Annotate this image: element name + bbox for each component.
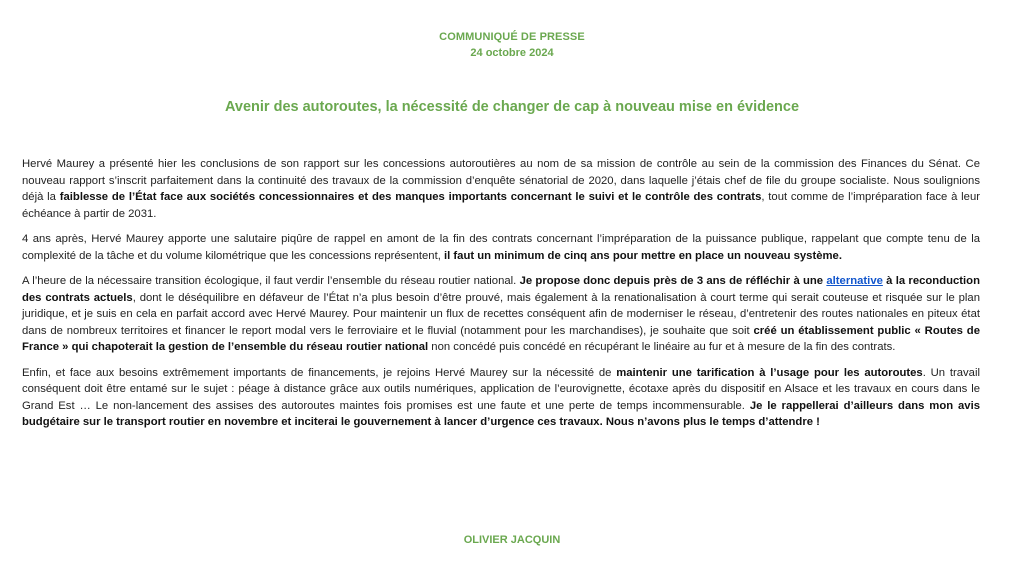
paragraph-3-bold-a: Je propose donc depuis près de 3 ans de réfléchir à une (519, 275, 827, 287)
paragraph-1 (22, 156, 980, 222)
paragraph-3-text-c: non concédé puis concédé en récupérant le linéaire au fur et à mesure de la fin des contrats. (428, 341, 896, 353)
press-release-label: COMMUNIQUÉ DE PRESSE (439, 31, 585, 43)
paragraph-4-bold-a: maintenir une tarification à l’usage pour les autoroutes (616, 366, 923, 379)
paragraph-4-bold-b: Je le rappellerai d’ailleurs dans mon avis budgétaire sur le transport routier en novembre et inciterai le gouvernement à lancer d’urgence ces travaux. Nous n’avons plus le temps d’attendre ! (22, 399, 980, 428)
paragraph-3-bold-b: à la reconduction des contrats actuels (22, 275, 980, 304)
release-date: 24 octobre 2024 (470, 47, 554, 59)
paragraph-3-bold-c: créé un établissement public « Routes de France » qui chapoterait la gestion de l’ensemble du réseau routier national (22, 324, 980, 353)
paragraph-3 (22, 273, 980, 356)
paragraph-1-bold-a: faiblesse de l’État face aux sociétés concessionnaires et des manques importants concernant le suivi et le contrôle des contrats (59, 191, 762, 203)
paragraph-2-text-a: 4 ans après, Hervé Maurey apporte une salutaire piqûre de rappel en amont de la fin des contrats concernant l’impréparation de la puissance publique, rappelant que compte tenu de la complexité de la tâche et du volume kilométrique que les concessions représentent, (22, 233, 980, 262)
paragraph-2 (22, 231, 980, 264)
paragraph-4-text-a: Enfin, et face aux besoins extrêmement importants de financements, je rejoins Hervé Maurey sur la nécessité de (22, 366, 617, 379)
paragraph-3-text-a: A l’heure de la nécessaire transition écologique, il faut verdir l’ensemble du réseau routier national. (22, 275, 520, 287)
press-release-body (22, 156, 980, 440)
paragraph-1-text-b: , tout comme de l’impréparation face à leur échéance à partir de 2031. (22, 191, 981, 220)
paragraph-4-text-b: . Un travail conséquent doit être entamé sur le sujet : péage à distance grâce aux outils numériques, application de l’eurovignette, écotaxe après du dispositif en Alsace et les travaux en cours dans le Grand Est … Le non-lancement des assises des autoroutes maintes fois promises est une faute et une perte de temps incommensurable. (22, 366, 980, 412)
alternative-link[interactable]: alternative (826, 275, 883, 287)
paragraph-4 (22, 365, 980, 431)
paragraph-1-text-a: Hervé Maurey a présenté hier les conclusions de son rapport sur les concessions autoroutières au nom de sa mission de contrôle au sein de la commission des Finances du Sénat. Ce nouveau rapport s’inscrit parfaitement dans la continuité des travaux de la commission d’enquête sénatorial de 2020, dans laquelle j’étais chef de file du groupe socialiste. Nous soulignions déjà la (22, 158, 980, 203)
paragraph-3-text-b: , dont le déséquilibre en défaveur de l’État n’a plus besoin d’être prouvé, mais également à la renationalisation à court terme qui serait couteuse et risquée sur le plan juridique, et je suis en cela en parfait accord avec Hervé Maurey. Pour maintenir un flux de recettes conséquent afin de moderniser le réseau, d’entretenir des routes nationales en piteux état dans de nombreux territoires et financer le report modal vers le ferroviaire et le fluvial (notamment pour les marchandises), je souhaite que soit (22, 291, 980, 337)
paragraph-2-bold-a: il faut un minimum de cinq ans pour mettre en place un nouveau système. (443, 249, 842, 262)
page-title: Avenir des autoroutes, la nécessité de changer de cap à nouveau mise en évidence (224, 99, 800, 115)
signature: OLIVIER JACQUIN (463, 534, 561, 546)
